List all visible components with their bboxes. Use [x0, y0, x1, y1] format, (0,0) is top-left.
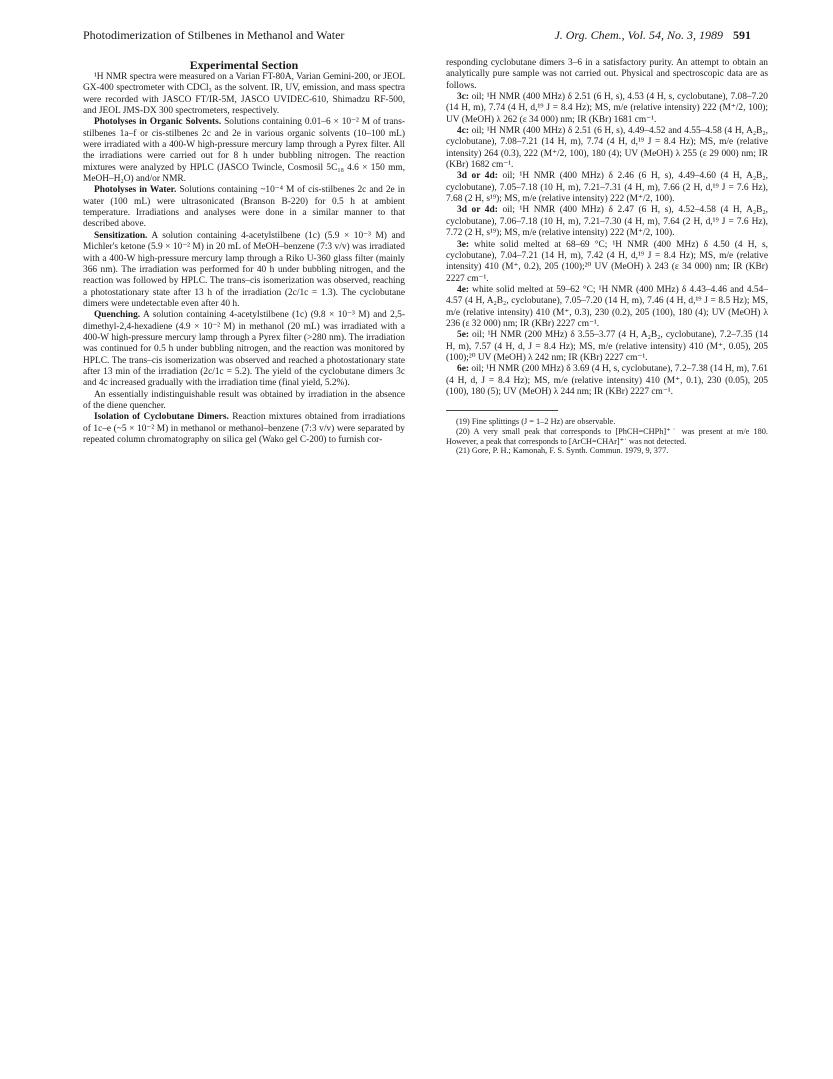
compound-data: oil; ¹H NMR (400 MHz) δ 2.51 (6 H, s), 4.53 (4 H, s, cyclobutane), 7.08–7.20 (14 H, m), 7.74 (4 H, d,¹⁹ J = 8.4 Hz); MS, m/e (relative intensity) 222 (M⁺/2, 100); UV (MeOH) λ 262 (ε 34 000) nm; IR (KBr) 1681 cm⁻¹.	[446, 92, 768, 125]
paragraph-text: A solution containing 4-acetylstilbene (1c) (9.8 × 10⁻³ M) and 2,5-dimethyl-2,4-hexadiene (4.9 × 10⁻² M) in methanol (20 mL) was irradiated with a 400-W high-pressure mercury lamp through a Pyrex filter (>280 nm). The irradiation was continued for 0.5 h under bubbling nitrogen, and the reaction was monitored by HPLC. The trans–cis isomerization was observed and reached a photostationary state after 13 min of the irradiation (2c/1c = 5.2). The yield of the cyclobutane dimers 3c and 4c increased gradually with the irradiation time (final yield, 5.2%).	[83, 310, 405, 389]
run-in-heading: Isolation of Cyclobutane Dimers.	[94, 412, 229, 423]
compound-entry-3c	[446, 92, 768, 126]
run-in-heading: Quenching.	[94, 310, 141, 321]
journal-name: J. Org. Chem., Vol. 54, No. 3, 1989	[554, 28, 723, 42]
compound-entry-4e	[446, 285, 768, 330]
paragraph-text: Solutions containing 0.01–6 × 10⁻² M of trans-stilbenes 1a–f or cis-stilbenes 2c and 2e in various organic solvents (10–100 mL) were irradiated with a 400-W high-pressure mercury lamp through a Pyrex filter. All the irradiations were carried out for 8 h under bubbling nitrogen. The reaction mixtures were analyzed by HPLC (JASCO Twincle, Cosmosil 5C₁₈ 4.6 × 150 mm, MeOH–H₂O) and/or NMR.	[83, 117, 405, 185]
running-header	[83, 28, 751, 44]
paragraph-text: A solution containing 4-acetylstilbene (1c) (5.9 × 10⁻³ M) and Michler's ketone (5.9 × 10⁻² M) in 20 mL of MeOH–benzene (7:3 v/v) was irradiated with a 400-W high-pressure mercury lamp through a Riko U-360 glass filter (mainly 366 nm). The irradiation was performed for 40 h under bubbling nitrogen, and the reaction was followed by HPLC. The trans–cis isomerization was observed, reaching a photostationary state after 13 h of the irradiation (2c/1c = 1.3). The cyclobutane dimers were undetectable even after 40 h.	[83, 230, 405, 309]
compound-label: 3d or 4d:	[457, 205, 498, 216]
paragraph-quenching-note: An essentially indistinguishable result was obtained by irradiation in the absence of the diene quencher.	[83, 389, 405, 411]
paragraph-data-intro: responding cyclobutane dimers 3–6 in a satisfactory purity. An attempt to obtain an analytically pure sample was not carried out. Physical and spectroscopic data are as follows.	[446, 58, 768, 91]
left-column	[83, 58, 405, 446]
run-in-heading: Sensitization.	[94, 230, 148, 241]
compound-entry-5e	[446, 330, 768, 364]
paragraph-sensitization	[83, 231, 405, 310]
footnote-21: (21) Gore, P. H.; Kamonah, F. S. Synth. Commun. 1979, 9, 377.	[456, 446, 669, 456]
paragraph-text: Solutions containing ~10⁻⁴ M of cis-stilbenes 2c and 2e in water (100 mL) were ultrasonicated (Branson B-220) for 0.5 h at ambient temperature. Irradiations and analyses were done in a similar manner to that described above.	[83, 185, 405, 230]
journal-citation	[554, 28, 751, 43]
paragraph-water	[83, 185, 405, 230]
paragraph-instruments: ¹H NMR spectra were measured on a Varian FT-80A, Varian Gemini-200, or JEOL GX-400 spectrometer with CDCl₃ as the solvent. IR, UV, emission, and mass spectra were recorded with JASCO FT/IR-5M, JASCO UVIDEC-610, Shimadzu RF-500, and JEOL JMS-DX 300 spectrometers, respectively.	[83, 72, 405, 117]
compound-data: white solid melted at 68–69 °C; ¹H NMR (400 MHz) δ 4.50 (4 H, s, cyclobutane), 7.04–7.21 (14 H, m), 7.42 (4 H, d,¹⁹ J = 8.4 Hz); MS, m/e (relative intensity) 410 (M⁺, 0.2), 205 (100);²⁰ UV (MeOH) λ 243 (ε 34 000) nm; IR (KBr) 2227 cm⁻¹.	[446, 239, 769, 284]
footnote-20: (20) A very small peak that corresponds to [PhCH=CHPh]⁺˙ was present at m/e 180. However, a peak that corresponds to [ArCH=CHAr]⁺˙ was not detected.	[446, 426, 768, 446]
compound-entry-4c	[446, 126, 768, 171]
page-number: 591	[733, 28, 751, 42]
paragraph-isolation	[83, 412, 405, 446]
run-in-heading: Photolyses in Water.	[94, 185, 177, 196]
paragraph-quenching	[83, 310, 405, 389]
section-title: Experimental Section	[189, 58, 299, 72]
compound-label: 3e:	[457, 239, 469, 250]
compound-label: 4e:	[457, 284, 469, 295]
compound-label: 3d or 4d:	[457, 171, 498, 182]
compound-data: oil; ¹H NMR (400 MHz) δ 2.51 (6 H, s), 4.49–4.52 and 4.55–4.58 (4 H, A₂B₂, cyclobutane), 7.08–7.21 (14 H, m), 7.74 (4 H, d,¹⁹ J = 8.4 Hz); MS, m/e (relative intensity) 264 (0.3), 222 (M⁺/2, 100), 180 (4); UV (MeOH) λ 255 (ε 29 000) nm; IR (KBr) 1682 cm⁻¹.	[446, 126, 769, 171]
compound-data: oil; ¹H NMR (400 MHz) δ 2.46 (6 H, s), 4.49–4.60 (4 H, A₂B₂, cyclobutane), 7.05–7.18 (10 H, m), 7.21–7.31 (4 H, m), 7.66 (2 H, d,¹⁹ J = 7.6 Hz), 7.68 (2 H, s¹⁹); MS, m/e (relative intensity) 222 (M⁺/2, 100).	[446, 171, 769, 205]
running-title: Photodimerization of Stilbenes in Methanol and Water	[83, 28, 345, 42]
compound-entry-3e	[446, 240, 768, 285]
compound-data: oil; ¹H NMR (200 MHz) δ 3.55–3.77 (4 H, A₂B₂, cyclobutane), 7.2–7.35 (14 H, m), 7.57 (4 H, d, J = 8.4 Hz); MS, m/e (relative intensity) 410 (M⁺, 0.05), 205 (100);²⁰ UV (MeOH) λ 242 nm; IR (KBr) 2227 cm⁻¹.	[446, 330, 769, 363]
footnote-divider	[446, 410, 558, 411]
compound-label: 6e:	[457, 364, 469, 375]
paragraph-organic-solvents	[83, 117, 405, 185]
compound-label: 4c:	[457, 126, 469, 137]
compound-entry-3d-4d-second	[446, 205, 768, 239]
paragraph-text: Reaction mixtures obtained from irradiations of 1c–e (~5 × 10⁻² M) in methanol or methanol–benzene (7:3 v/v) were separated by repeated column chromatography on silica gel (Wako gel C-200) to furnish cor-	[83, 412, 405, 445]
compound-data: white solid melted at 59–62 °C; ¹H NMR (400 MHz) δ 4.43–4.46 and 4.54–4.57 (4 H, A₂B₂, cyclobutane), 7.05–7.20 (14 H, m), 7.46 (4 H, d,¹⁹ J = 8.5 Hz); MS, m/e (relative intensity) 410 (M⁺, 0.3), 230 (0.2), 205 (100), 180 (4); UV (MeOH) λ 236 (ε 32 000) nm; IR (KBr) 2227 cm⁻¹.	[446, 284, 768, 329]
compound-entry-6e	[446, 364, 768, 398]
compound-data: oil; ¹H NMR (200 MHz) δ 3.69 (4 H, s, cyclobutane), 7.2–7.38 (14 H, m), 7.61 (4 H, d, J = 8.4 Hz); MS, m/e (relative intensity) 410 (M⁺, 0.1), 230 (0.05), 205 (100), 180 (5); UV (MeOH) λ 244 nm; IR (KBr) 2227 cm⁻¹.	[446, 364, 768, 397]
compound-data: oil; ¹H NMR (400 MHz) δ 2.47 (6 H, s), 4.52–4.58 (4 H, A₂B₂, cyclobutane), 7.06–7.18 (10 H, m), 7.21–7.30 (4 H, m), 7.64 (2 H, d,¹⁹ J = 7.6 Hz), 7.72 (2 H, s¹⁹); MS, m/e (relative intensity) 222 (M⁺/2, 100).	[446, 205, 769, 239]
compound-label: 5e:	[457, 330, 469, 341]
right-column	[446, 58, 768, 456]
compound-entry-3d-4d-first	[446, 171, 768, 205]
run-in-heading: Photolyses in Organic Solvents.	[94, 117, 222, 128]
compound-label: 3c:	[457, 92, 469, 103]
footnote-19: (19) Fine splittings (J = 1–2 Hz) are observable.	[456, 417, 616, 427]
